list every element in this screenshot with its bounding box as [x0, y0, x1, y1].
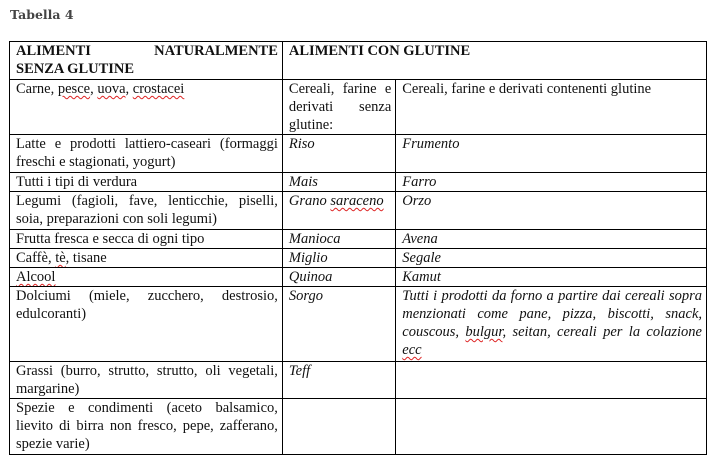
- cell-with-gluten: Kamut: [396, 268, 707, 287]
- cell-with-gluten: Segale: [396, 249, 707, 268]
- cell-text: Tutti i prodotti da forno a partire dai cereali sopra menzionati come pane, pizza, biscotti, snack, couscous,: [402, 288, 702, 340]
- cell-with-gluten: Farro: [396, 173, 707, 192]
- cell-natural: Spezie e condimenti (aceto balsamico, lievito di birra non fresco, pepe, zafferano, spezie varie): [10, 399, 283, 455]
- cell-with-gluten: [396, 287, 707, 362]
- cell-text: , seitan, cereali per la colazione: [502, 324, 702, 340]
- table-row: [10, 249, 707, 268]
- cell-text: Carne,: [16, 81, 58, 97]
- cell-gluten-free: Mais: [282, 173, 395, 192]
- table-row: [10, 135, 707, 173]
- cell-gluten-free: Manioca: [282, 230, 395, 249]
- cell-with-gluten: Avena: [396, 230, 707, 249]
- table-row: [10, 362, 707, 399]
- cell-text: saraceno: [330, 193, 384, 209]
- header-natural-word2: NATURALMENTE: [154, 43, 278, 59]
- cell-text: pesce: [57, 81, 91, 97]
- cell-with-gluten: [396, 399, 707, 455]
- cell-gluten-free: [282, 192, 395, 230]
- subheader-with-gluten: Cereali, farine e derivati contenenti glutine: [396, 80, 707, 135]
- cell-text: bulgur: [465, 324, 503, 340]
- cell-natural: Frutta fresca e secca di ogni tipo: [10, 230, 283, 249]
- table-row: [10, 268, 707, 287]
- cell-text: Alcool: [16, 269, 56, 285]
- header-row: [10, 42, 707, 80]
- cell-gluten-free: Miglio: [282, 249, 395, 268]
- cell-natural: Tutti i tipi di verdura: [10, 173, 283, 192]
- table-row: [10, 287, 707, 362]
- cell-text: ecc: [402, 342, 422, 358]
- table-row: [10, 173, 707, 192]
- cell-gluten-free: Teff: [282, 362, 395, 399]
- cell-with-gluten: [396, 362, 707, 399]
- cell-gluten-free: Quinoa: [282, 268, 395, 287]
- header-natural-line2: SENZA GLUTINE: [16, 61, 135, 77]
- cell-gluten-free: Riso: [282, 135, 395, 173]
- cell-natural: Grassi (burro, strutto, strutto, oli vegetali, margarine): [10, 362, 283, 399]
- cell-text: ,: [125, 81, 133, 97]
- cell-text: crostacei: [132, 81, 185, 97]
- cell-gluten-free: Sorgo: [282, 287, 395, 362]
- cell-text: tè: [55, 250, 66, 266]
- gluten-table: [9, 41, 707, 455]
- table-row: [10, 230, 707, 249]
- cell-natural: [10, 268, 283, 287]
- table-row: [10, 192, 707, 230]
- table-row: [10, 399, 707, 455]
- cell-text: uova: [97, 81, 126, 97]
- cell-gluten-free: [282, 399, 395, 455]
- header-natural: [10, 42, 283, 80]
- cell-natural: [10, 249, 283, 268]
- cell-text: , tisane: [65, 250, 107, 266]
- cell-with-gluten: Frumento: [396, 135, 707, 173]
- header-with-gluten: ALIMENTI CON GLUTINE: [282, 42, 706, 80]
- table-title: Tabella 4: [10, 7, 74, 22]
- cell-natural: Latte e prodotti lattiero-caseari (formaggi freschi e stagionati, yogurt): [10, 135, 283, 173]
- header-natural-word1: ALIMENTI: [16, 43, 91, 59]
- cell-natural: Dolciumi (miele, zucchero, destrosio, edulcoranti): [10, 287, 283, 362]
- cell-with-gluten: Orzo: [396, 192, 707, 230]
- cell-text: Caffè,: [16, 250, 56, 266]
- cell-natural: Legumi (fagioli, fave, lenticchie, piselli, soia, preparazioni con soli legumi): [10, 192, 283, 230]
- subheader-row: [10, 80, 707, 135]
- cell-text: Grano: [288, 193, 331, 209]
- subheader-gluten-free: Cereali, farine e derivati senza glutine:: [282, 80, 395, 135]
- cell-text: ,: [90, 81, 98, 97]
- cell-natural: [10, 80, 283, 135]
